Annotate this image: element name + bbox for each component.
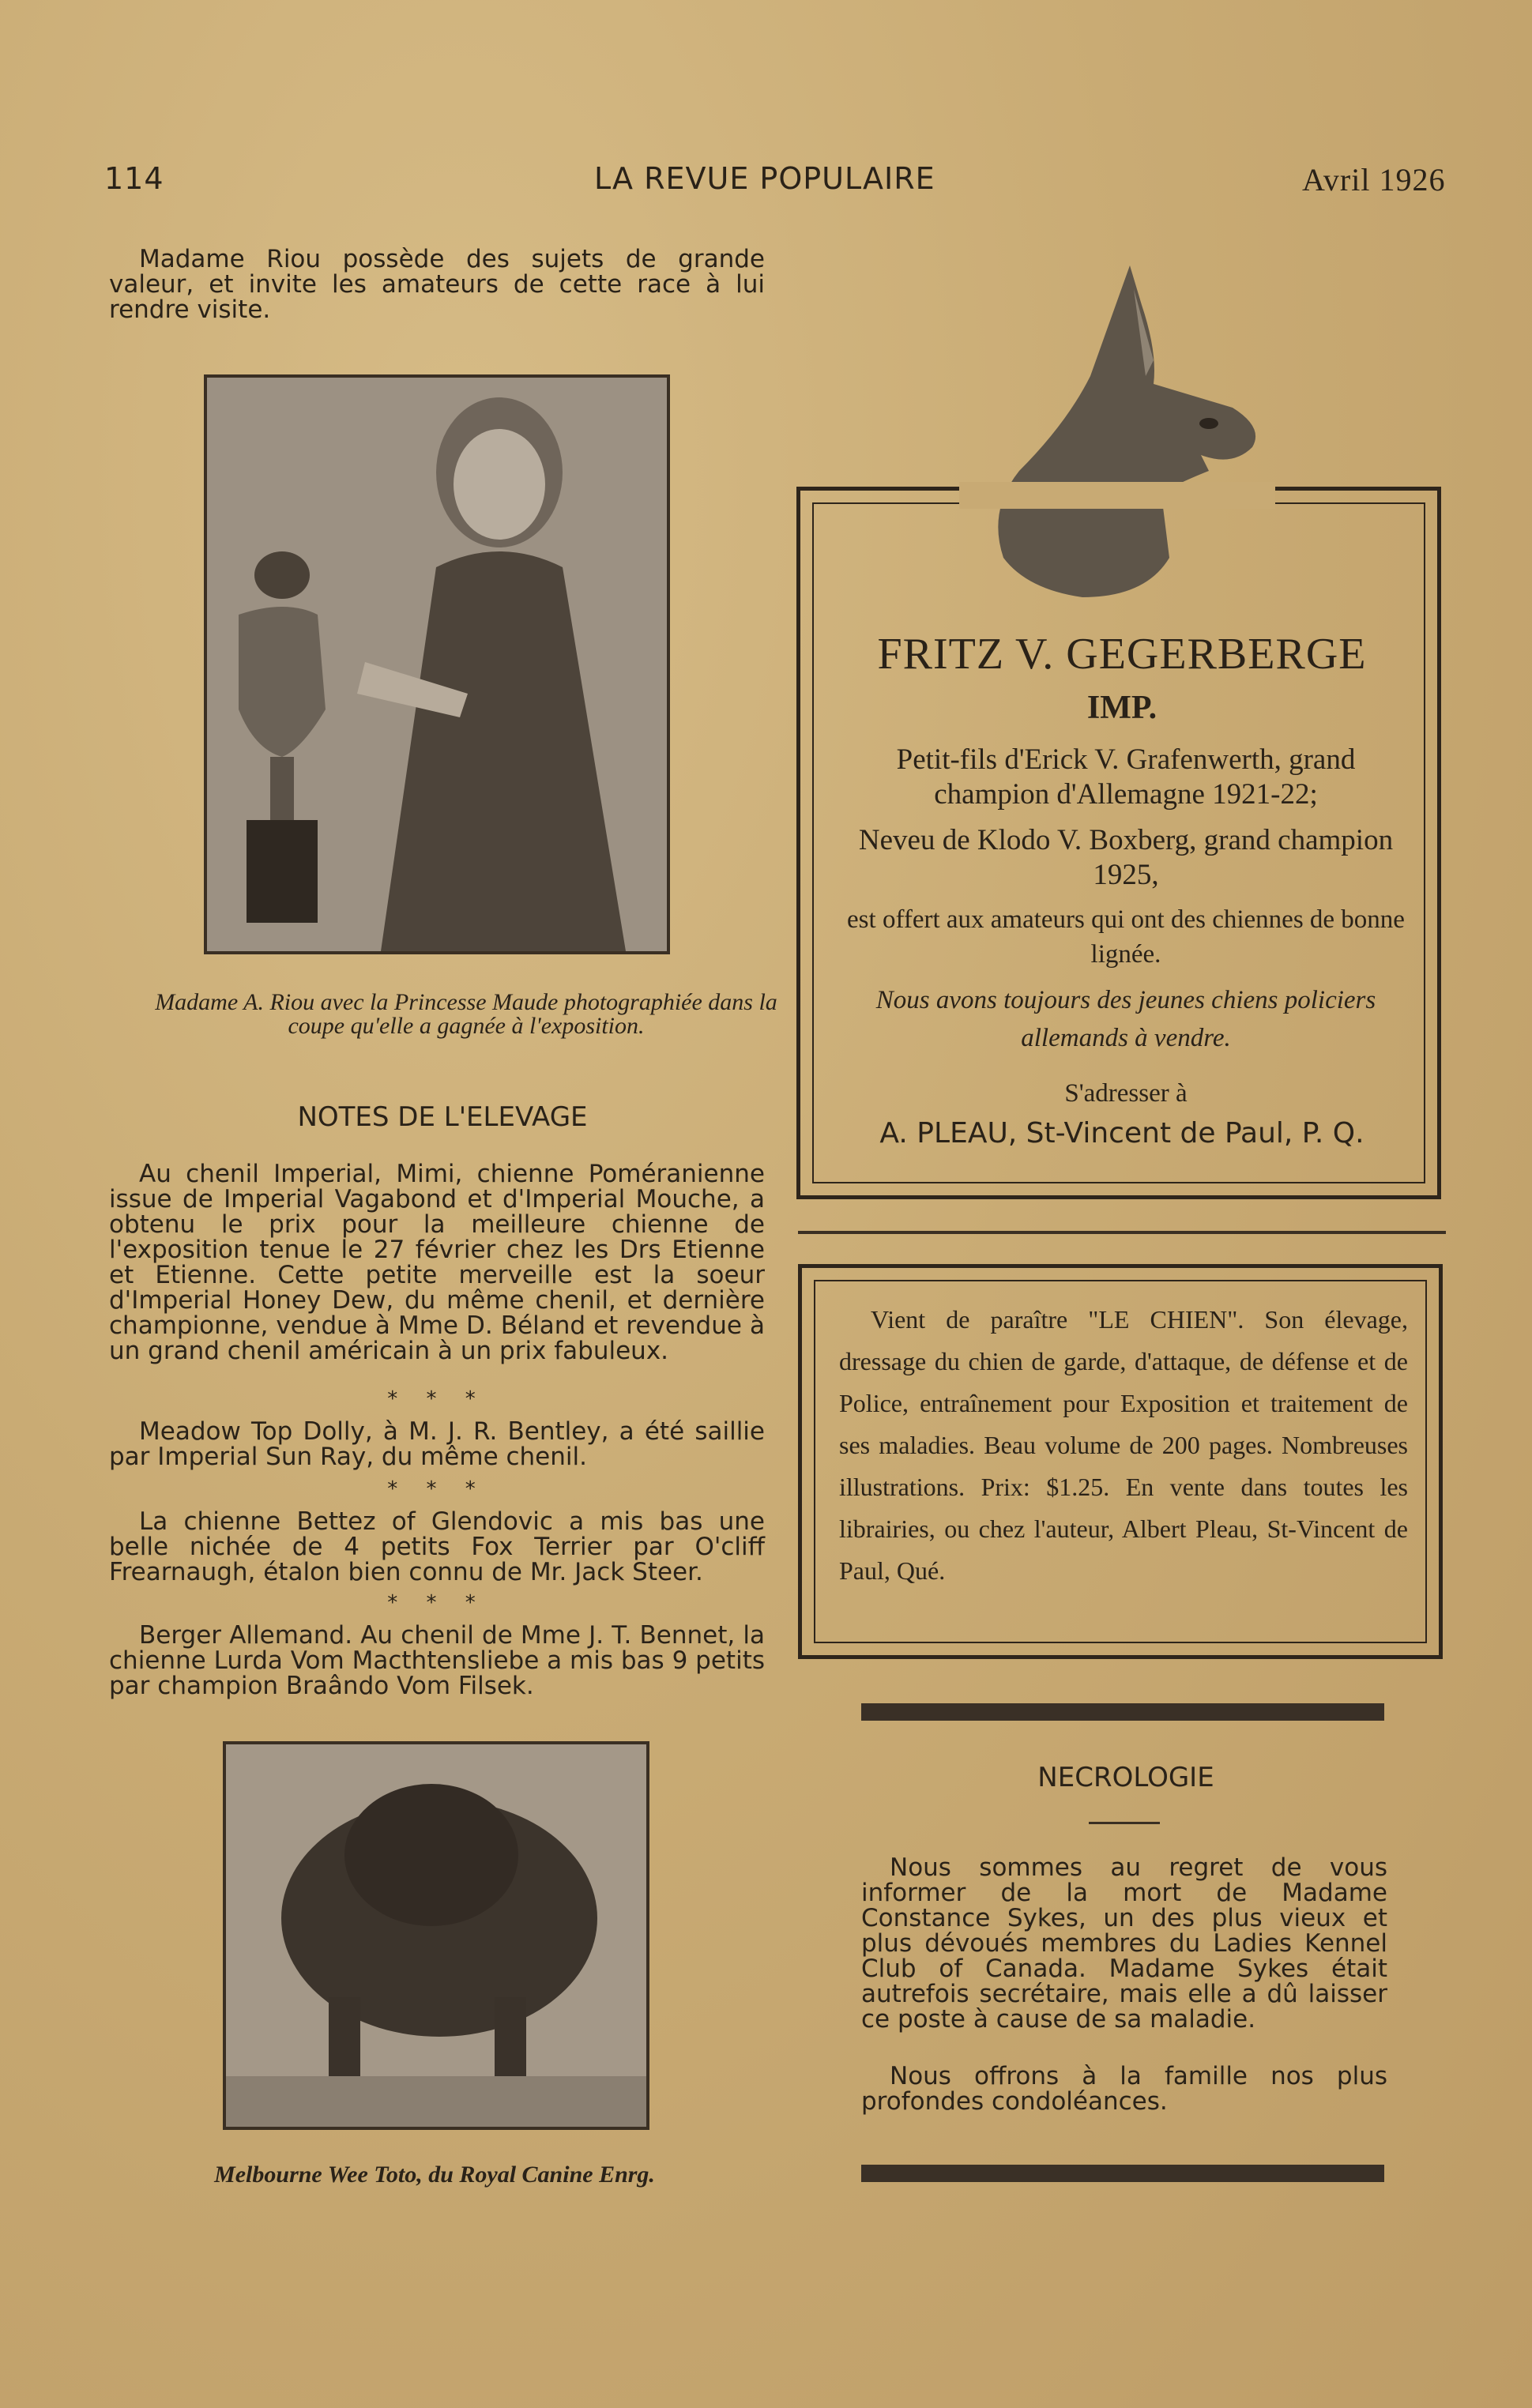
notes-para-3: La chienne Bettez of Glendovic a mis bas une belle nichée de 4 petits Fox Terrier par O'cliff Frearnaugh, étalon bien connu de Mr. Jack Steer. (109, 1507, 765, 1586)
necro-para-2: Nous offrons à la famille nos plus profondes condoléances. (861, 2062, 1387, 2116)
fritz-line-3: est offert aux amateurs qui ont des chiennes de bonne lignée. (847, 905, 1405, 969)
woman-with-trophy-image (207, 378, 667, 951)
necro-heading-rule (1089, 1822, 1160, 1824)
intro-paragraph: Madame Riou possède des sujets de grande valeur, et invite les amateurs de cette race à lui rendre visite. (109, 245, 765, 324)
photo2-caption: Melbourne Wee Toto, du Royal Canine Enrg. (214, 2162, 655, 2188)
fritz-line-1: Petit-fils d'Erick V. Grafenwerth, grand champion d'Allemagne 1921-22; (896, 743, 1356, 811)
separator-stars-2: * * * (387, 1477, 487, 1501)
necro-para-1: Nous sommes au regret de vous informer de la mort de Madame Constance Sykes, un des plus vieux et plus dévoués membres du Ladies Kennel Club of Canada. Madame Sykes était autrefois secrétaire, mais elle a dû laisser ce poste à cause de sa maladie. (861, 1853, 1387, 2034)
pomeranian-dog-image (226, 1744, 646, 2127)
necro-heading: NECROLOGIE (1037, 1762, 1214, 1793)
pomeranian-photo (223, 1741, 649, 2130)
notes-para-1: Au chenil Imperial, Mimi, chienne Poméranienne issue de Imperial Vagabond et d'Imperial Mouche, a obtenu le prix pour la meilleure chienne de l'exposition tenue le 27 février chez les Drs Etienne et Etienne. Cette petite merveille est la soeur d'Imperial Honey Dew, du même chenil, et dernière championne, vendue à Mme D. Béland et revendue à un grand chenil américain à un prix fabuleux. (109, 1160, 765, 1365)
fritz-line-4: Nous avons toujours des jeunes chiens policiers allemands à vendre. (875, 986, 1376, 1052)
riou-photo (204, 374, 670, 954)
divider-line (798, 1231, 1446, 1234)
issue-date: Avril 1926 (1302, 162, 1446, 198)
page-number: 114 (104, 161, 164, 196)
separator-stars-3: * * * (387, 1591, 487, 1615)
photo1-caption: Madame A. Riou avec la Princesse Maude photographiée dans la coupe qu'elle a gagnée à l'exposition. (155, 989, 777, 1039)
journal-title: LA REVUE POPULAIRE (594, 161, 935, 196)
notes-heading: NOTES DE L'ELEVAGE (297, 1101, 588, 1133)
notes-para-4: Berger Allemand. Au chenil de Mme J. T. Bennet, la chienne Lurda Vom Macthtensliebe a mis bas 9 petits par champion Braândo Vom Filsek. (109, 1621, 765, 1700)
separator-stars-1: * * * (387, 1387, 487, 1411)
fritz-contact: A. PLEAU, St-Vincent de Paul, P. Q. (879, 1117, 1364, 1149)
book-ad-text: Vient de paraître "LE CHIEN". Son élevage, dressage du chien de garde, d'attaque, de défense et de Police, entraînement pour Exposition et traitement de ses maladies. Beau volume de 200 pages. Nombreuses illustrations. Prix: $1.25. En vente dans toutes les librairies, ou chez l'auteur, Albert Pleau, St-Vincent de Paul, Qué. (839, 1305, 1408, 1585)
necro-bottom-bar (861, 2165, 1384, 2182)
notes-para-2: Meadow Top Dolly, à M. J. R. Bentley, a été saillie par Imperial Sun Ray, du même chenil. (109, 1417, 765, 1471)
necro-top-bar (861, 1703, 1384, 1721)
fritz-title: FRITZ V. GEGERBERGE (877, 630, 1367, 679)
fritz-contact-label: S'adresser à (1064, 1079, 1188, 1108)
fritz-subtitle: IMP. (1086, 690, 1157, 726)
fritz-line-2: Neveu de Klodo V. Boxberg, grand champion 1925, (858, 824, 1394, 891)
ad-top-gap (959, 482, 1275, 509)
